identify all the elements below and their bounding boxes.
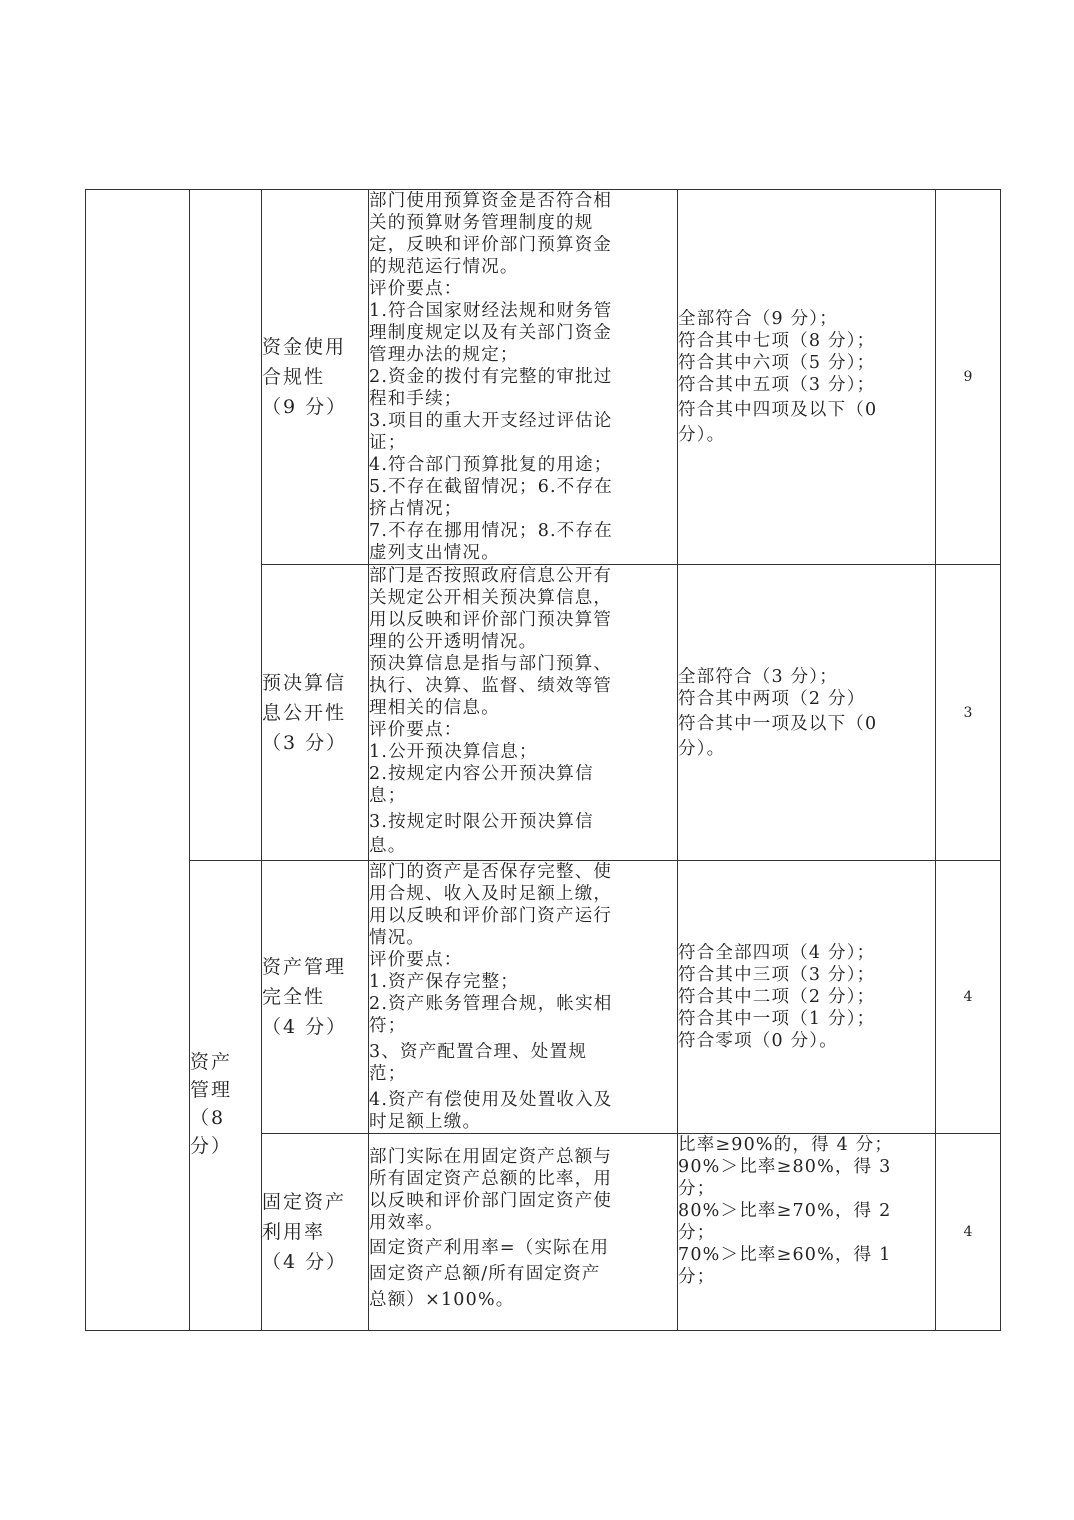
score-cell: 4	[936, 1134, 1001, 1331]
description-line: 证；	[369, 433, 407, 453]
description-cell	[369, 190, 678, 565]
description-line: 部门使用预算资金是否符合相	[369, 191, 613, 211]
description-line: 1.符合国家财经法规和财务管	[369, 301, 613, 321]
criteria-line: 90%＞比率≥80%，得 3	[678, 1157, 892, 1177]
criteria-cell	[678, 861, 936, 1134]
description-line: 4.符合部门预算批复的用途；	[369, 455, 613, 475]
description-line: 部门实际在用固定资产总额与	[369, 1147, 613, 1167]
criteria-cell	[678, 565, 936, 861]
criteria-cell	[678, 190, 936, 565]
criteria-line: 符合零项（0 分）。	[678, 1031, 838, 1051]
description-line: 3、资产配置合理、处置规	[369, 1042, 588, 1062]
indicator-cell	[262, 565, 369, 861]
description-line: 固定资产利用率=（实际在用	[369, 1238, 610, 1258]
description-line: 关规定公开相关预决算信息，	[369, 588, 613, 608]
description-line: 用效率。	[369, 1213, 444, 1233]
description-line: 3.按规定时限公开预决算信	[369, 812, 594, 832]
description-line: 的规范运行情况。	[369, 257, 519, 277]
criteria-line: 符合其中四项及以下（0	[678, 400, 878, 420]
indicator-line: 利用率	[262, 1221, 326, 1243]
indicator-cell	[262, 1134, 369, 1331]
criteria-cell	[678, 1134, 936, 1331]
description-line: 预决算信息是指与部门预算、	[369, 654, 613, 674]
description-line: 固定资产总额/所有固定资产	[369, 1264, 601, 1284]
description-line: 以反映和评价部门固定资产使	[369, 1191, 613, 1211]
description-line: 息。	[369, 836, 407, 856]
indicator-line: （3 分）	[262, 731, 348, 754]
indicator-line: 息公开性	[262, 701, 347, 724]
indicator-line: （9 分）	[262, 396, 348, 418]
description-line: 挤占情况；	[369, 499, 463, 519]
indicator-line: 完全性	[262, 986, 326, 1008]
description-line: 虚列支出情况。	[369, 543, 500, 563]
indicator-line: 资产管理	[262, 956, 347, 978]
criteria-line: 符合其中二项（2 分）；	[678, 987, 876, 1007]
indicator-line: 预决算信	[262, 671, 347, 694]
description-line: 息；	[369, 786, 407, 806]
indicator-cell	[262, 190, 369, 565]
second-level-cell	[190, 190, 262, 861]
description-line: 评价要点：	[369, 720, 463, 740]
description-line: 理制度规定以及有关部门资金	[369, 323, 613, 343]
description-line: 管理办法的规定；	[369, 345, 519, 365]
criteria-line: 全部符合（3 分）；	[678, 666, 838, 687]
indicator-line: 资金使用	[262, 336, 347, 358]
description-line: 2.资产账务管理合规，帐实相	[369, 994, 613, 1014]
criteria-line: 符合其中六项（5 分）；	[678, 353, 876, 373]
criteria-line: 全部符合（9 分）；	[678, 309, 838, 329]
description-line: 用以反映和评价部门资产运行	[369, 906, 613, 926]
description-line: 2.按规定内容公开预决算信	[369, 764, 594, 784]
indicator-line: 合规性	[262, 366, 326, 388]
description-line: 执行、决算、监督、绩效等管	[369, 676, 613, 696]
category-cell	[190, 861, 262, 1331]
score-cell: 3	[936, 565, 1001, 861]
criteria-line: 分；	[678, 1223, 716, 1243]
description-cell	[369, 565, 678, 861]
category-line: 资产	[190, 1051, 233, 1073]
description-line: 理的公开透明情况。	[369, 632, 538, 652]
criteria-line: 分；	[678, 1267, 716, 1287]
criteria-line: 符合其中七项（8 分）；	[678, 331, 876, 351]
description-line: 4.资产有偿使用及处置收入及	[369, 1090, 613, 1110]
table-row	[86, 190, 1001, 565]
description-line: 用以反映和评价部门预决算管	[369, 610, 613, 630]
description-line: 评价要点：	[369, 950, 463, 970]
description-line: 情况。	[369, 928, 426, 948]
criteria-line: 符合全部四项（4 分）；	[678, 943, 876, 963]
category-line: 管理	[190, 1079, 233, 1101]
criteria-line: 符合其中一项（1 分）；	[678, 1009, 876, 1029]
criteria-line: 符合其中三项（3 分）；	[678, 965, 876, 985]
description-cell	[369, 1134, 678, 1331]
indicator-cell	[262, 861, 369, 1134]
criteria-line: 分）。	[678, 738, 726, 759]
evaluation-table	[85, 189, 1001, 1331]
description-line: 关的预算财务管理制度的规	[369, 213, 594, 233]
description-cell	[369, 861, 678, 1134]
table-row	[86, 861, 1001, 1134]
description-line: 用合规、收入及时足额上缴，	[369, 884, 613, 904]
description-line: 总额）×100%。	[369, 1290, 515, 1310]
score-cell: 9	[936, 190, 1001, 565]
description-line: 范；	[369, 1064, 407, 1084]
description-line: 部门是否按照政府信息公开有	[369, 566, 613, 586]
criteria-line: 符合其中五项（3 分）；	[678, 375, 876, 395]
description-line: 3.项目的重大开支经过评估论	[369, 411, 613, 431]
criteria-line: 70%＞比率≥60%，得 1	[678, 1245, 892, 1265]
description-line: 7.不存在挪用情况；8.不存在	[369, 521, 613, 541]
description-line: 1.资产保存完整；	[369, 972, 519, 992]
description-line: 定，反映和评价部门预算资金	[369, 235, 613, 255]
description-line: 符；	[369, 1016, 407, 1036]
criteria-line: 分）。	[678, 425, 726, 445]
criteria-line: 80%＞比率≥70%，得 2	[678, 1201, 892, 1221]
category-line: （8	[190, 1107, 226, 1129]
description-line: 理相关的信息。	[369, 698, 500, 718]
description-line: 2.资金的拨付有完整的审批过	[369, 367, 613, 387]
description-line: 部门的资产是否保存完整、使	[369, 862, 613, 882]
description-line: 评价要点：	[369, 279, 463, 299]
description-line: 5.不存在截留情况；6.不存在	[369, 477, 613, 497]
indicator-line: 固定资产	[262, 1191, 347, 1213]
description-line: 1.公开预决算信息；	[369, 742, 538, 762]
category-line: 分）	[190, 1135, 233, 1157]
criteria-line: 分；	[678, 1179, 716, 1199]
indicator-line: （4 分）	[262, 1016, 348, 1038]
description-line: 程和手续；	[369, 389, 463, 409]
score-cell: 4	[936, 861, 1001, 1134]
description-line: 所有固定资产总额的比率，用	[369, 1169, 613, 1189]
first-level-cell	[86, 190, 190, 1331]
indicator-line: （4 分）	[262, 1251, 348, 1273]
criteria-line: 符合其中两项（2 分）	[678, 688, 866, 709]
criteria-line: 符合其中一项及以下（0	[678, 713, 878, 734]
description-line: 时足额上缴。	[369, 1112, 482, 1132]
criteria-line: 比率≥90%的，得 4 分；	[678, 1135, 894, 1155]
